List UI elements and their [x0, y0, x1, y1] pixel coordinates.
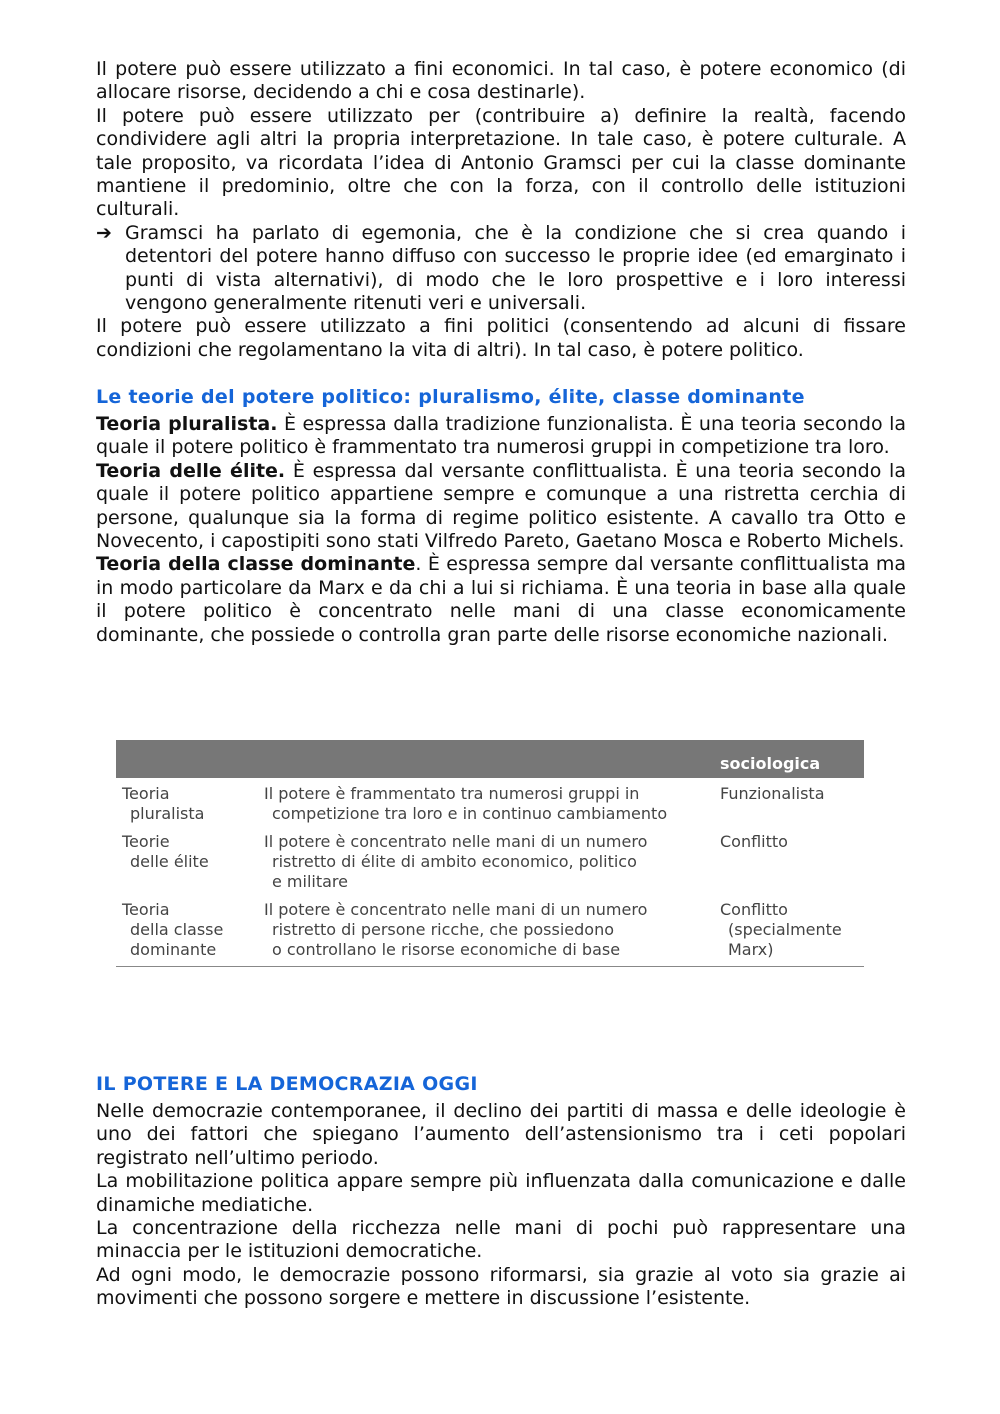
table-header-cell: sociologica	[714, 740, 864, 778]
pluralist-theory-paragraph	[96, 413, 906, 460]
democracy-section	[96, 1100, 906, 1311]
ruling-class-theory-text: . È espressa sempre dal versante conflittualista ma in modo particolare da Marx e da chi a lui si richiama. È una teoria in base alla quale il potere politico è concentrato nelle mani di una classe economicamente dominante, che possiede o controlla gran parte delle risorse economiche nazionali.	[96, 553, 906, 646]
theories-summary-table	[116, 740, 864, 967]
table-row	[116, 778, 864, 826]
ruling-class-theory-term: Teoria della classe dominante	[96, 553, 416, 576]
pluralist-theory-term: Teoria pluralista.	[96, 413, 278, 435]
theory-name-cell: Teoria della classe dominante	[116, 894, 258, 967]
theory-perspective-cell: Conflitto (specialmente Marx)	[714, 894, 864, 967]
gramsci-hegemony-item	[96, 222, 906, 316]
theories-section	[96, 413, 906, 647]
elite-theory-term: Teoria delle élite.	[96, 459, 286, 482]
theory-name-cell: Teorie delle élite	[122, 832, 209, 871]
democracy-reform-paragraph: Ad ogni modo, le democrazie possono riformarsi, sia grazie al voto sia grazie ai movimenti che possono sorgere e mettere in discussione l’esistente.	[96, 1263, 906, 1310]
table-header-row	[116, 740, 864, 778]
pluralist-theory-text: È espressa dalla tradizione funzionalista. È una teoria secondo la quale il potere politico è frammentato tra numerosi gruppi in competizione tra loro.	[96, 413, 907, 459]
theories-heading: Le teorie del potere politico: pluralismo, élite, classe dominante	[96, 386, 805, 408]
table-row	[116, 894, 864, 967]
democracy-heading: IL POTERE E LA DEMOCRAZIA OGGI	[96, 1073, 478, 1095]
elite-theory-text: È espressa dal versante conflittualista. È una teoria secondo la quale il potere politico appartiene sempre e comunque a una ristretta cerchia di persone, qualunque sia la forma di regime politico esistente. A cavallo tra Otto e Novecento, i capostipiti sono stati Vilfredo Pareto, Gaetano Mosca e Roberto Michels.	[96, 459, 906, 553]
theory-description-cell: Il potere è concentrato nelle mani di un numero ristretto di élite di ambito economico, politico e militare	[264, 832, 648, 891]
ruling-class-theory-paragraph	[96, 553, 906, 647]
table-header-cell	[116, 740, 258, 778]
political-mobilization-paragraph: La mobilitazione politica appare sempre più influenzata dalla comunicazione e dalle dinamiche mediatiche.	[96, 1170, 906, 1216]
wealth-concentration-paragraph: La concentrazione della ricchezza nelle mani di pochi può rappresentare una minaccia per le istituzioni democratiche.	[96, 1217, 906, 1263]
elite-theory-paragraph	[96, 460, 906, 554]
theory-perspective-cell: Conflitto	[720, 832, 788, 851]
mass-parties-paragraph: Nelle democrazie contemporanee, il declino dei partiti di massa e delle ideologie è uno dei fattori che spiegano l’aumento dell’astensionismo tra i ceti popolari registrato nell’ultimo periodo.	[96, 1100, 906, 1169]
theory-perspective-cell: Funzionalista	[720, 784, 825, 803]
table-header-cell	[258, 740, 714, 778]
economic-power-paragraph: Il potere può essere utilizzato a fini economici. In tal caso, è potere economico (di allocare risorse, decidendo a chi e cosa destinarle).	[96, 58, 906, 104]
arrow-icon: ➔	[96, 221, 112, 244]
power-forms-section	[96, 58, 906, 362]
theory-name-cell: Teoria pluralista	[122, 784, 205, 823]
table-row	[116, 826, 864, 894]
theory-description-cell: Il potere è frammentato tra numerosi gruppi in competizione tra loro e in continuo cambiamento	[264, 784, 668, 823]
theory-description-cell: Il potere è concentrato nelle mani di un numero ristretto di persone ricche, che possiedono o controllano le risorse economiche di base	[258, 894, 714, 967]
gramsci-hegemony-text: Gramsci ha parlato di egemonia, che è la condizione che si crea quando i detentori del potere hanno diffuso con successo le proprie idee (ed emarginato i punti di vista alternativi), di modo che le loro prospettive e i loro interessi vengono generalmente ritenuti veri e universali.	[125, 221, 906, 315]
cultural-power-paragraph: Il potere può essere utilizzato per (contribuire a) definire la realtà, facendo condividere agli altri la propria interpretazione. In tale caso, è potere culturale. A tale proposito, va ricordata l’idea di Antonio Gramsci per cui la classe dominante mantiene il predominio, oltre che con la forza, con il controllo delle istituzioni culturali.	[96, 104, 906, 221]
political-power-paragraph: Il potere può essere utilizzato a fini politici (consentendo ad alcuni di fissare condizioni che regolamentano la vita di altri). In tal caso, è potere politico.	[96, 315, 906, 361]
